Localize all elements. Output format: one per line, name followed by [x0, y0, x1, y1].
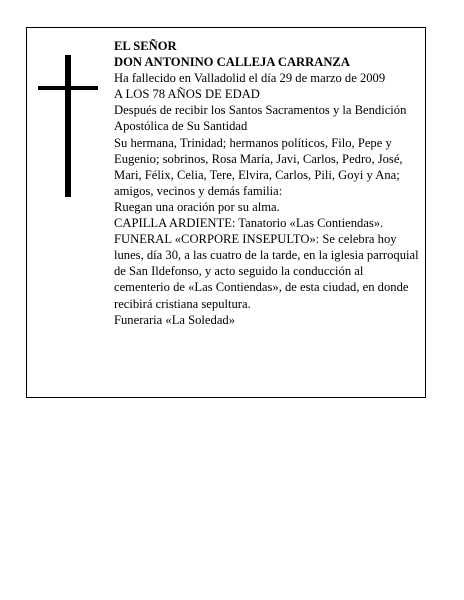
chapel-info: CAPILLA ARDIENTE: Tanatorio «Las Contiendas». — [114, 216, 384, 231]
age-line: A LOS 78 AÑOS DE EDAD — [114, 87, 260, 102]
funeral-info: FUNERAL «CORPORE INSEPULTO»: Se celebra hoy lunes, día 30, a las cuatro de la tarde, en la iglesia parroquial de San Ildefonso, y acto seguido la conducción al cementerio de «Las Contiendas», de esta ciudad, en donde recibirá cristiana sepultura. — [114, 232, 419, 311]
family-list: Su hermana, Trinidad; hermanos políticos, Filo, Pepe y Eugenio; sobrinos, Rosa María, Javi, Carlos, Pedro, José, Mari, Félix, Celia, Tere, Elvira, Carlos, Pili, Goyi y Ana; amigos, vecinos y demás familia: — [114, 135, 403, 198]
cross-icon — [38, 55, 98, 197]
deceased-name: DON ANTONINO CALLEJA CARRANZA — [114, 55, 350, 70]
prayer-request: Ruegan una oración por su alma. — [114, 199, 280, 214]
funeral-home: Funeraria «La Soledad» — [114, 312, 235, 327]
sacraments-line: Después de recibir los Santos Sacramentos y la Bendición Apostólica de Su Santidad — [114, 103, 407, 134]
cross-horizontal-bar — [38, 86, 98, 90]
cross-vertical-bar — [65, 55, 71, 197]
heading-title: EL SEÑOR — [114, 39, 177, 53]
obituary-text — [114, 38, 422, 328]
death-place-date: Ha fallecido en Valladolid el día 29 de marzo de 2009 — [114, 71, 386, 86]
